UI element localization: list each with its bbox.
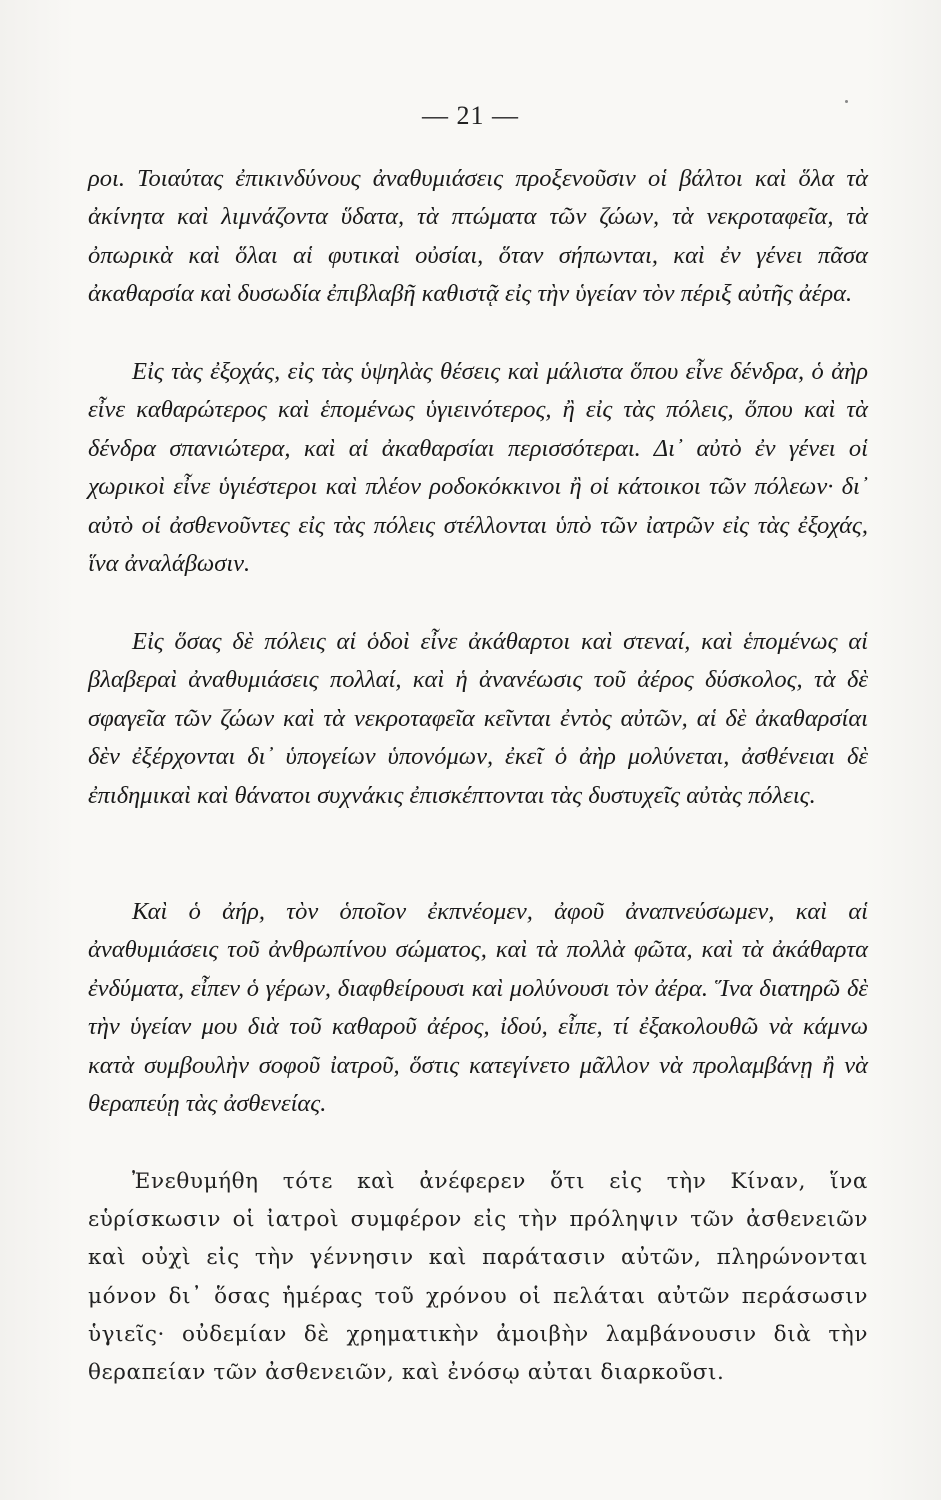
page-number: — 21 — xyxy=(422,101,519,130)
paragraph-countryside-air xyxy=(88,353,868,583)
paragraph-unclean-cities xyxy=(88,623,868,815)
paragraph-continuation xyxy=(88,160,868,314)
paragraph-china-doctors xyxy=(88,1163,868,1392)
paragraph-text: Εἰς ὅσας δὲ πόλεις αἱ ὁδοὶ εἶνε ἀκάθαρτοι καὶ στεναί, καὶ ἑπομένως αἱ βλαβεραὶ ἀναθυμιάσεις πολλαί, καὶ ἡ ἀνανέωσις τοῦ ἀέρος δύσκολος, τὰ δὲ σφαγεῖα τῶν ζώων καὶ τὰ νεκροταφεῖα κεῖνται ἐντὸς αὐτῶν, αἱ δὲ ἀκαθαρσίαι δὲν ἐξέρχονται δι᾽ ὑπογείων ὑπονόμων, ἐκεῖ ὁ ἀὴρ μολύνεται, ἀσθένειαι δὲ ἐπιδημικαὶ καὶ θάνατοι συχνάκις ἐπισκέπτονται τὰς δυστυχεῖς αὐτὰς πόλεις. xyxy=(88,628,868,809)
paragraph-text: Ἐνεθυμήθη τότε καὶ ἀνέφερεν ὅτι εἰς τὴν Κίναν, ἵνα εὑρίσκωσιν οἱ ἰατροὶ συμφέρον εἰς τὴν πρόληψιν τῶν ἀσθενειῶν καὶ οὐχὶ εἰς τὴν γέννησιν καὶ παράτασιν αὐτῶν, πληρώνονται μόνον δι᾽ ὅσας ἡμέρας τοῦ χρόνου οἱ πελάται αὐτῶν περάσωσιν ὑγιεῖς· οὐδεμίαν δὲ χρηματικὴν ἀμοιβὴν λαμβάνουσιν διὰ τὴν θεραπείαν τῶν ἀσθενειῶν, καὶ ἐνόσῳ αὐται διαρκοῦσι. xyxy=(88,1169,868,1386)
paper-speck xyxy=(845,100,848,103)
paragraph-exhaled-air xyxy=(88,893,868,1123)
paragraph-text: ροι. Τοιαύτας ἐπικινδύνους ἀναθυμιάσεις προξενοῦσιν οἱ βάλτοι καὶ ὅλα τὰ ἀκίνητα καὶ λιμνάζοντα ὕδατα, τὰ πτώματα τῶν ζώων, τὰ νεκροταφεῖα, τὰ ὀπωρικὰ καὶ ὅλαι αἱ φυτικαὶ οὐσίαι, ὅταν σήπωνται, καὶ ἐν γένει πᾶσα ἀκαθαρσία καὶ δυσωδία ἐπιβλαβῆ καθιστᾷ εἰς τὴν ὑγείαν τὸν πέριξ αὐτῆς ἀέρα. xyxy=(88,165,868,308)
paragraph-text: Εἰς τὰς ἐξοχάς, εἰς τὰς ὑψηλὰς θέσεις καὶ μάλιστα ὅπου εἶνε δένδρα, ὁ ἀὴρ εἶνε καθαρώτερος καὶ ἑπομένως ὑγιεινότερος, ἢ εἰς τὰς πόλεις, ὅπου καὶ τὰ δένδρα σπανιώτερα, καὶ αἱ ἀκαθαρσίαι περισσότεραι. Δι᾽ αὐτὸ ἐν γένει οἱ χωρικοὶ εἶνε ὑγιέστεροι καὶ πλέον ροδοκόκκινοι ἢ οἱ κάτοικοι τῶν πόλεων· δι᾽ αὐτὸ οἱ ἀσθενοῦντες εἰς τὰς πόλεις στέλλονται ὑπὸ τῶν ἰατρῶν εἰς τὰς ἐξοχάς, ἵνα ἀναλάβωσιν. xyxy=(88,358,868,578)
paragraph-text: Καὶ ὁ ἀήρ, τὸν ὁποῖον ἐκπνέομεν, ἀφοῦ ἀναπνεύσωμεν, καὶ αἱ ἀναθυμιάσεις τοῦ ἀνθρωπίνου σώματος, καὶ τὰ πολλὰ φῶτα, καὶ τὰ ἀκάθαρτα ἐνδύματα, εἶπεν ὁ γέρων, διαφθείρουσι καὶ μολύνουσι τὸν ἀέρα. Ἵνα διατηρῶ δὲ τὴν ὑγείαν μου διὰ τοῦ καθαροῦ ἀέρος, ἰδού, εἶπε, τί ἐξακολουθῶ νὰ κάμνω κατὰ συμβουλὴν σοφοῦ ἰατροῦ, ὅστις κατεγίνετο μᾶλλον νὰ προλαμβάνῃ ἢ νὰ θεραπεύῃ τὰς ἀσθενείας. xyxy=(88,898,868,1118)
